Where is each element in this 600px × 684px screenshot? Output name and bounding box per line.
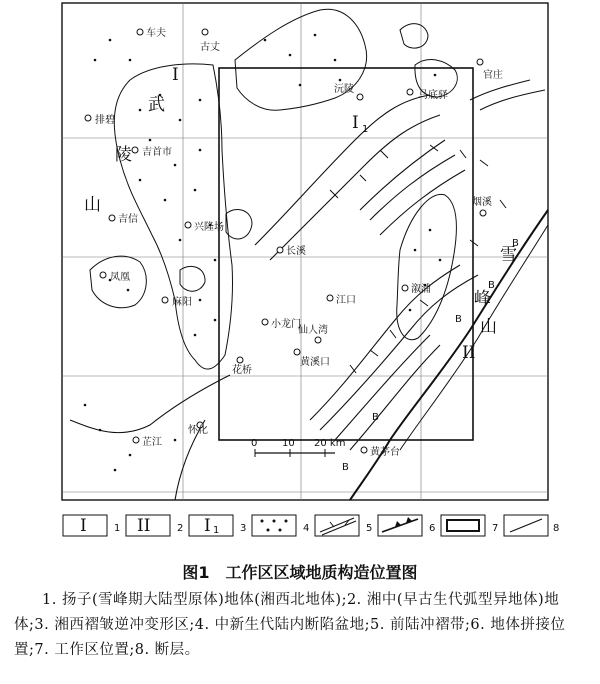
scale-tick-0: 0 (251, 438, 258, 449)
east-basin (397, 194, 457, 339)
place-label-xinglongchang: 兴隆场 (194, 222, 224, 233)
small-basin-2 (226, 209, 252, 238)
place-label-xupu: 溆浦 (411, 284, 431, 295)
place-label-chefu: 车夫 (146, 28, 166, 39)
suture-marker-b-5: B (342, 462, 349, 473)
region-label-i: I (172, 65, 179, 85)
place-label-fenghuang: 凤凰 (110, 272, 130, 283)
suture-marker-b-4: B (372, 412, 379, 423)
place-label-huangxikou: 黄溪口 (300, 357, 330, 368)
scale-bar (251, 438, 345, 457)
suture-marker-b-1: B (512, 238, 519, 249)
suture-marker-b-3: B (455, 314, 462, 325)
legend (63, 515, 559, 536)
region-label-feng: 峰 (474, 289, 491, 309)
place-label-jixin: 吉信 (118, 214, 138, 225)
top-right-lobe (400, 24, 428, 48)
scale-tick-20: 20 km (314, 438, 346, 449)
region-label-shan2: 山 (480, 317, 497, 337)
legend-4-num: 4 (303, 523, 310, 534)
place-label-xianrenwan: 仙人湾 (298, 325, 328, 336)
small-basin-1 (180, 266, 205, 291)
place-labels (95, 26, 503, 458)
region-label-ling: 陵 (115, 145, 132, 165)
place-label-madiyi: 马底驿 (418, 90, 448, 101)
place-label-guanzhuang: 官庄 (483, 70, 503, 81)
legend-1-num: 1 (114, 523, 121, 534)
region-label-i1: I (352, 113, 359, 133)
legend-3-num: 3 (240, 523, 247, 534)
region-label-shan: 山 (84, 195, 101, 215)
legend-3-sub: 1 (213, 525, 220, 536)
legend-3-symbol: I (204, 516, 211, 536)
legend-8-num: 8 (553, 523, 560, 534)
place-label-zhijiang: 芷江 (142, 437, 162, 448)
place-label-huangmaotai: 黄茅台 (370, 447, 400, 458)
place-label-yanxi: 烟溪 (472, 197, 492, 208)
place-label-paibi: 排碧 (95, 115, 115, 126)
place-label-guzhang: 古丈 (200, 42, 220, 53)
scale-tick-10: 10 (282, 438, 295, 449)
legend-1-symbol: I (80, 516, 87, 536)
place-label-huaqiao: 花桥 (232, 365, 252, 376)
legend-5-num: 5 (366, 523, 373, 534)
suture-marker-b-2: B (488, 280, 495, 291)
work-area-rectangle (219, 68, 476, 440)
place-label-yuanling: 沅陵 (334, 84, 354, 95)
place-label-mayang: 麻阳 (172, 297, 192, 308)
region-label-i1-sub: 1 (362, 124, 369, 135)
place-label-changxi: 长溪 (286, 246, 306, 257)
region-label-ii: II (462, 343, 476, 363)
legend-6-num: 6 (429, 523, 436, 534)
figure-caption-body: 1. 扬子(雪峰期大陆型原体)地体(湘西北地体);2. 湘中(早古生代弧型异地体)地体;3. 湘西褶皱逆冲变形区;4. 中新生代陆内断陷盆地;5. 前陆冲褶带;6. 地体拼接位置;7. 工作区位置;8. 断层。 (14, 592, 566, 658)
legend-2-symbol: II (137, 516, 151, 536)
region-label-wu: 武 (148, 95, 165, 115)
basin-outlines (90, 9, 457, 369)
figure-caption-title: 图1 工作区区域地质构造位置图 (182, 563, 418, 582)
place-label-xiaolongmen: 小龙门 (271, 319, 301, 330)
region-label-xue: 雪 (500, 245, 517, 265)
place-label-huaihua: 怀化 (188, 425, 208, 436)
legend-7-num: 7 (492, 523, 499, 534)
place-label-jiangkou: 江口 (336, 295, 356, 306)
place-label-jishoushi: 吉首市 (142, 147, 172, 158)
legend-2-num: 2 (177, 523, 184, 534)
